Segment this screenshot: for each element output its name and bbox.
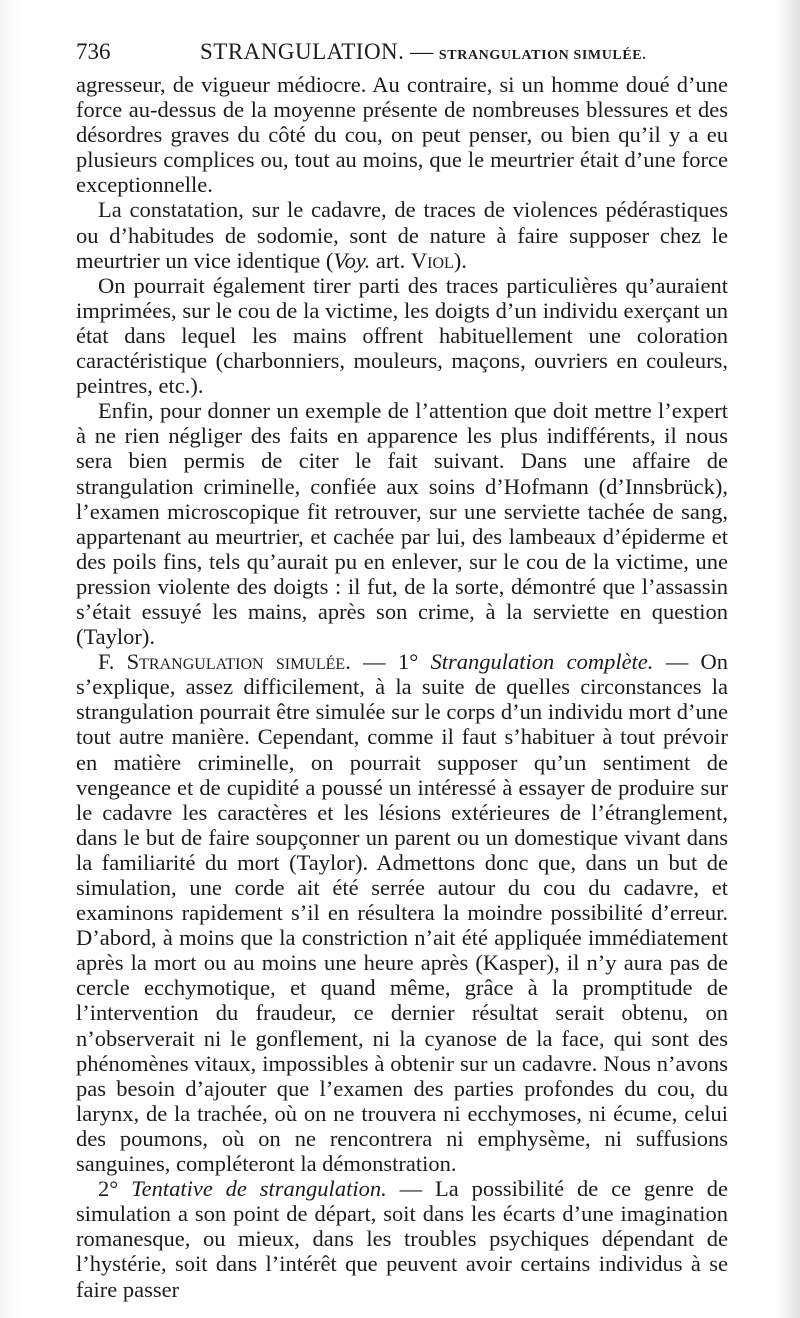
paragraph-3: On pourrait également tirer parti des traces particulières qu’auraient imprimées, sur le cou de la victime, les doigts d’un individu exerçant un état dans lequel les mains offrent habituellement une coloration caractéristique (charbonniers, mouleurs, maçons, ouvriers en couleurs, peintres, etc.). — [76, 272, 728, 399]
paragraph-5: F. Strangulation simulée. — 1° Strangulation complète. — On s’explique, assez difficilement, à la suite de quelles circonstances la strangulation pourrait être simulée sur le corps d’un individu mort d’une tout autre manière. Cependant, comme il faut s’habituer à tout prévoir en matière criminelle, on pourrait supposer qu’un sentiment de vengeance et de cupidité a poussé un intéressé à essayer de produire sur le cadavre les caractères et les lésions extérieures de l’étranglement, dans le but de faire soupçonner un parent ou un domestique vivant dans la familiarité du mort (Taylor). Admettons donc que, dans un but de simulation, une corde ait été serrée autour du cou du cadavre, et examinons rapidement s’il en résultera la moindre possibilité d’erreur. D’abord, à moins que la constriction n’ait été appliquée immédiatement après la mort ou au moins une heure après (Kasper), il n’y aura pas de cercle ecchymotique, et quand même, grâce à la promptitude de l’intervention du fraudeur, ce dernier résultat serait obtenu, on n’observerait ni le gonflement, ni la cyanose de la face, qui sont des phénomènes vitaux, impossibles à obtenir sur un cadavre. Nous n’avons pas besoin d’ajouter que l’examen des parties profondes du cou, du larynx, de la trachée, où on ne trouvera ni ecchymoses, ni écume, celui des poumons, où on ne rencontrera ni emphysème, ni suffusions sanguines, compléteront la démonstration. — [76, 649, 729, 1177]
reference-voy: Voy. — [333, 247, 371, 273]
body-text — [76, 72, 728, 1302]
paragraph-1: agresseur, de vigueur médiocre. Au contraire, si un homme doué d’une force au-dessus de la moyenne présente de nombreuses blessures et des désordres graves du côté du cou, on peut penser, ou bien qu’il y a eu plusieurs complices ou, tout au moins, que le meurtrier était d’une force exceptionnelle. — [76, 72, 728, 198]
running-title: STRANGULATION. — [200, 39, 405, 64]
page-number: 736 — [76, 39, 111, 64]
paragraph-2: La constatation, sur le cadavre, de traces de violences pédérastiques ou d’habitudes de sodomie, sont de nature à faire supposer chez le meurtrier un vice identique (Voy. art. Viol). — [76, 197, 728, 273]
reference-viol: Viol — [410, 247, 454, 273]
subsection-title-2: Tentative de strangulation. — [131, 1176, 387, 1202]
paragraph-6: 2° Tentative de strangulation. — La possibilité de ce genre de simulation a son point de départ, soit dans les écarts d’une imagination romanesque, ou mieux, dans les troubles psychiques dépendant de l’hystérie, soit dans l’intérêt que peuvent avoir certains individus à se faire passer — [76, 1176, 729, 1302]
page-header — [76, 38, 726, 70]
section-label: F. Strangulation simulée. — [98, 649, 351, 675]
paragraph-4: Enfin, pour donner un exemple de l’attention que doit mettre l’expert à ne rien négliger des faits en apparence les plus indifférents, il nous sera bien permis de citer le fait suivant. Dans une affaire de strangulation criminelle, confiée aux soins d’Hofmann (d’Innsbrück), l’examen microscopique fit retrouver, sur une serviette tachée de sang, appartenant au meurtrier, et cachée par lui, des lambeaux d’épiderme et des poils fins, tels qu’aurait pu en enlever, sur le cou de la victime, une pression violente des doigts : il fut, de la sorte, démontré que l’assassin s’était essuyé les mains, après son crime, à la serviette en question (Taylor). — [76, 398, 728, 650]
header-separator: — — [410, 39, 434, 64]
subsection-title: Strangulation complète. — [430, 649, 654, 675]
section-title: STRANGULATION SIMULÉE. — [438, 48, 647, 63]
